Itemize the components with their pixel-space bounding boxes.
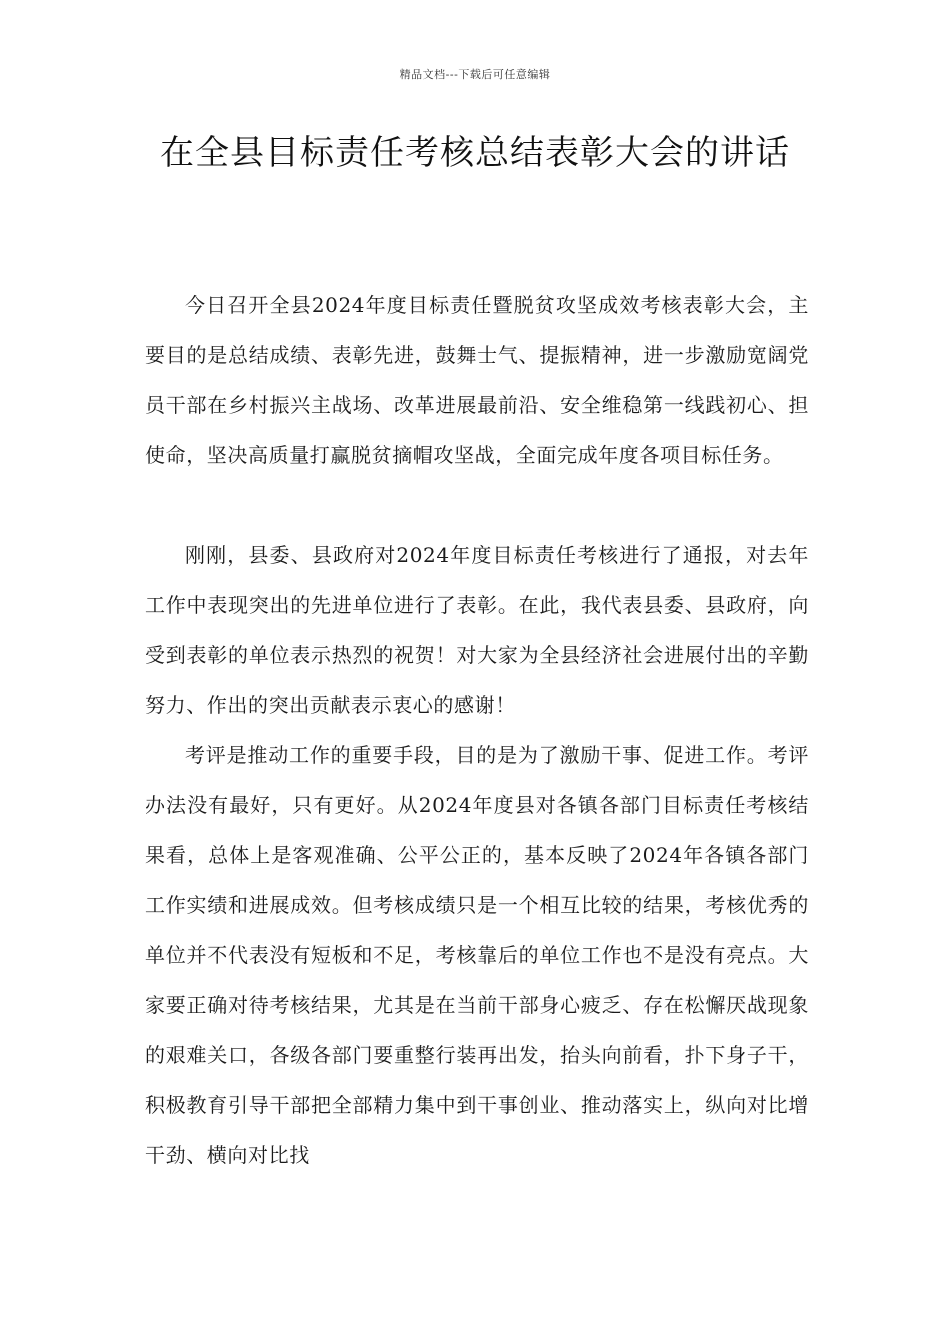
document-body (145, 280, 809, 1180)
paragraph-2: 刚刚，县委、县政府对2024年度目标责任考核进行了通报，对去年工作中表现突出的先进单位进行了表彰。在此，我代表县委、县政府，向受到表彰的单位表示热烈的祝贺！对大家为全县经济社会进展付出的辛勤努力、作出的突出贡献表示衷心的感谢！ (145, 543, 809, 717)
document-title: 在全县目标责任考核总结表彰大会的讲话 (160, 133, 790, 173)
paragraph-3: 考评是推动工作的重要手段，目的是为了激励干事、促进工作。考评办法没有最好，只有更好。从2024年度县对各镇各部门目标责任考核结果看，总体上是客观准确、公平公正的，基本反映了2024年各镇各部门工作实绩和进展成效。但考核成绩只是一个相互比较的结果，考核优秀的单位并不代表没有短板和不足，考核靠后的单位工作也不是没有亮点。大家要正确对待考核结果，尤其是在当前干部身心疲乏、存在松懈厌战现象的艰难关口，各级各部门要重整行装再出发，抬头向前看，扑下身子干，积极教育引导干部把全部精力集中到干事创业、推动落实上，纵向对比增干劲、横向对比找 (145, 743, 809, 1167)
paragraph-spacer (145, 480, 809, 530)
paragraph-1: 今日召开全县2024年度目标责任暨脱贫攻坚成效考核表彰大会，主要目的是总结成绩、表彰先进，鼓舞士气、提振精神，进一步激励宽阔党员干部在乡村振兴主战场、改革进展最前沿、安全维稳第一线践初心、担使命，坚决高质量打赢脱贫摘帽攻坚战，全面完成年度各项目标任务。 (145, 293, 809, 467)
header-note: 精品文档---下载后可任意编辑 (399, 68, 551, 81)
